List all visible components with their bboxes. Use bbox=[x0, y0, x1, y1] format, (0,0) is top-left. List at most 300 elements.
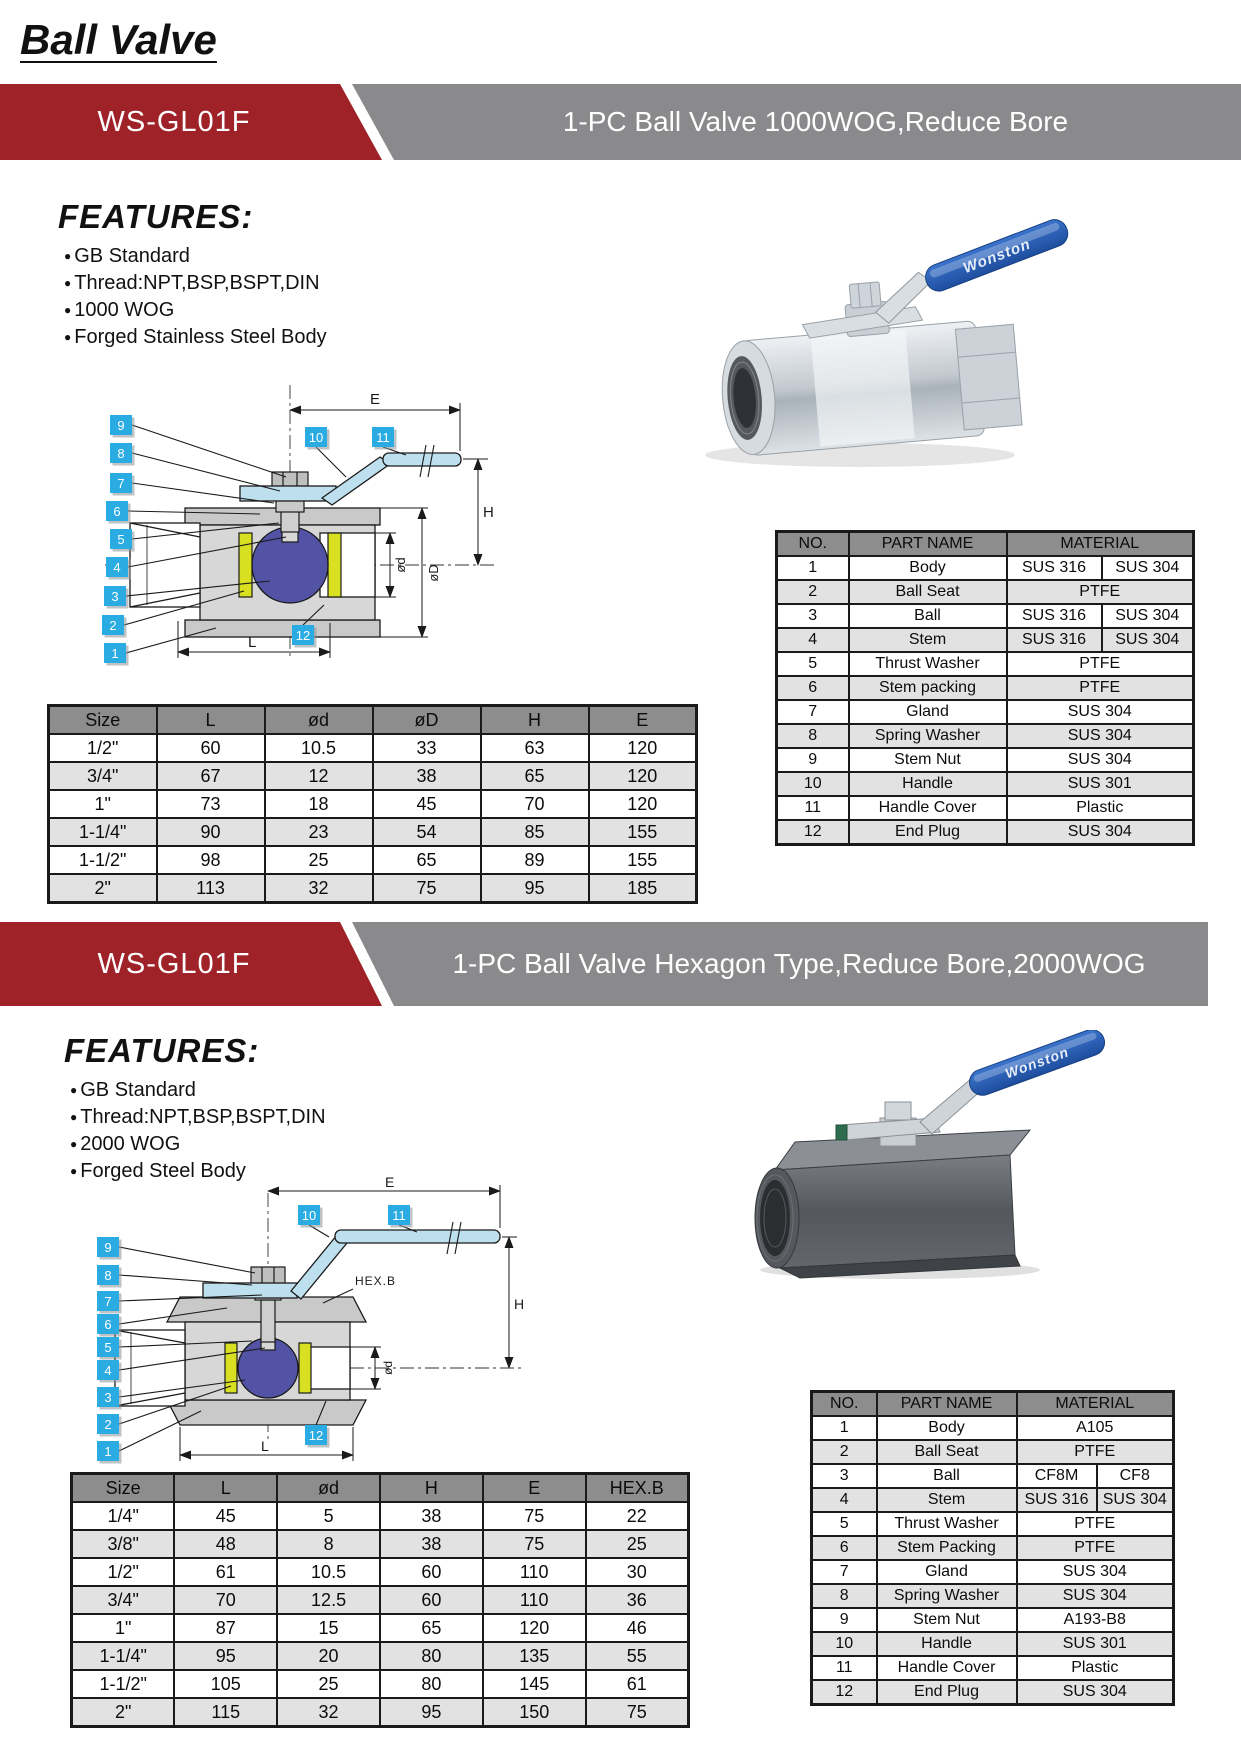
col-header-od: ød bbox=[277, 1474, 380, 1503]
col-header-E: E bbox=[483, 1474, 586, 1503]
svg-text:6: 6 bbox=[113, 504, 121, 519]
table-cell: Plastic bbox=[1007, 796, 1194, 820]
table-cell: 12.5 bbox=[277, 1586, 380, 1614]
table-cell: 45 bbox=[373, 790, 481, 818]
table-row bbox=[812, 1608, 1174, 1632]
table-cell: 12 bbox=[777, 820, 849, 845]
table-cell: 95 bbox=[481, 874, 589, 903]
feature-item: ● Thread:NPT,BSP,BSPT,DIN bbox=[70, 1104, 326, 1131]
table-cell: 90 bbox=[157, 818, 265, 846]
table-cell: PTFE bbox=[1017, 1440, 1174, 1464]
table-row bbox=[777, 652, 1194, 676]
handle-drawing bbox=[203, 1222, 500, 1299]
svg-text:2: 2 bbox=[104, 1417, 112, 1432]
section2-features bbox=[64, 1032, 326, 1185]
table-cell: 45 bbox=[174, 1502, 277, 1530]
svg-text:5: 5 bbox=[117, 532, 125, 547]
table-cell: 4 bbox=[777, 628, 849, 652]
callout-7 bbox=[110, 473, 135, 496]
callout-12 bbox=[305, 1425, 330, 1448]
table-cell: 25 bbox=[265, 846, 373, 874]
table-cell: 11 bbox=[777, 796, 849, 820]
table-cell: 7 bbox=[777, 700, 849, 724]
dim-label-od: ød bbox=[393, 557, 408, 573]
table-cell: 23 bbox=[265, 818, 373, 846]
svg-text:8: 8 bbox=[104, 1268, 112, 1283]
table-cell: 55 bbox=[586, 1642, 689, 1670]
dimensions-table-1 bbox=[47, 704, 698, 904]
svg-text:9: 9 bbox=[117, 418, 125, 433]
table-cell: PTFE bbox=[1017, 1512, 1174, 1536]
table-cell: 115 bbox=[174, 1698, 277, 1727]
svg-text:10: 10 bbox=[301, 1208, 317, 1223]
callout-2 bbox=[97, 1414, 122, 1437]
table-cell: 11 bbox=[812, 1656, 877, 1680]
section2-banner bbox=[0, 922, 1241, 1006]
col-header-material: MATERIAL bbox=[1017, 1392, 1174, 1417]
section2-model-code: WS-GL01F bbox=[97, 947, 251, 980]
dim-label-H: H bbox=[483, 504, 494, 521]
table-row bbox=[777, 724, 1194, 748]
svg-text:7: 7 bbox=[104, 1294, 112, 1309]
table-cell: Thrust Washer bbox=[849, 652, 1007, 676]
callout-1 bbox=[97, 1441, 122, 1464]
callout-1 bbox=[104, 643, 129, 666]
table-cell: 22 bbox=[586, 1502, 689, 1530]
svg-text:11: 11 bbox=[392, 1208, 406, 1223]
table-cell: 30 bbox=[586, 1558, 689, 1586]
section1-banner bbox=[0, 84, 1241, 160]
table-cell: 8 bbox=[777, 724, 849, 748]
table-row bbox=[777, 700, 1194, 724]
parts-table-2 bbox=[810, 1390, 1175, 1706]
table-cell: Stem bbox=[877, 1488, 1017, 1512]
table-cell: 75 bbox=[483, 1502, 586, 1530]
feature-item: ● 2000 WOG bbox=[70, 1131, 326, 1158]
table-cell: 87 bbox=[174, 1614, 277, 1642]
table-cell: 18 bbox=[265, 790, 373, 818]
technical-diagram-1 bbox=[90, 355, 510, 670]
svg-text:1: 1 bbox=[111, 646, 119, 661]
table-cell: 15 bbox=[277, 1614, 380, 1642]
table-cell: Handle bbox=[877, 1632, 1017, 1656]
table-row bbox=[812, 1536, 1174, 1560]
table-row bbox=[812, 1440, 1174, 1464]
table-cell: PTFE bbox=[1007, 652, 1194, 676]
feature-item: ● Thread:NPT,BSP,BSPT,DIN bbox=[64, 270, 327, 297]
svg-text:3: 3 bbox=[104, 1390, 112, 1405]
col-header-size: Size bbox=[72, 1474, 175, 1503]
table-cell: 2" bbox=[72, 1698, 175, 1727]
svg-text:6: 6 bbox=[104, 1317, 112, 1332]
table-row bbox=[777, 820, 1194, 845]
table-cell: 75 bbox=[483, 1530, 586, 1558]
table-cell: 65 bbox=[373, 846, 481, 874]
table-row bbox=[777, 772, 1194, 796]
table-cell: 1" bbox=[49, 790, 157, 818]
table-cell: 120 bbox=[589, 762, 697, 790]
callout-11 bbox=[372, 427, 397, 450]
table-cell: 3 bbox=[777, 604, 849, 628]
table-cell: 36 bbox=[586, 1586, 689, 1614]
table-header-row bbox=[49, 706, 697, 735]
table-cell: 38 bbox=[373, 762, 481, 790]
table-cell: SUS 304 bbox=[1097, 1488, 1174, 1512]
table-row bbox=[812, 1512, 1174, 1536]
dimensions-table-2 bbox=[70, 1472, 690, 1728]
table-cell: 1" bbox=[72, 1614, 175, 1642]
section1-product-title: 1-PC Ball Valve 1000WOG,Reduce Bore bbox=[562, 106, 1069, 137]
callout-6 bbox=[106, 501, 131, 524]
table-cell: 63 bbox=[481, 734, 589, 762]
table-row bbox=[777, 676, 1194, 700]
col-header-hexb: HEX.B bbox=[586, 1474, 689, 1503]
table-cell: 85 bbox=[481, 818, 589, 846]
table-cell: 95 bbox=[174, 1642, 277, 1670]
brand-label: Wonston bbox=[960, 235, 1034, 277]
table-cell: SUS 316 bbox=[1007, 604, 1102, 628]
table-cell: Ball Seat bbox=[877, 1440, 1017, 1464]
callout-2 bbox=[102, 615, 127, 638]
table-cell: Body bbox=[849, 556, 1007, 580]
table-cell: 3/4" bbox=[49, 762, 157, 790]
table-cell: SUS 304 bbox=[1102, 556, 1194, 580]
svg-text:4: 4 bbox=[113, 560, 121, 575]
callout-11 bbox=[388, 1205, 413, 1228]
col-header-part-name: PART NAME bbox=[877, 1392, 1017, 1417]
table-cell: Gland bbox=[849, 700, 1007, 724]
table-cell: 120 bbox=[589, 734, 697, 762]
table-cell: Spring Washer bbox=[877, 1584, 1017, 1608]
table-row bbox=[777, 748, 1194, 772]
table-cell: Stem Nut bbox=[877, 1608, 1017, 1632]
table-cell: 5 bbox=[277, 1502, 380, 1530]
table-cell: Handle Cover bbox=[849, 796, 1007, 820]
table-row bbox=[812, 1632, 1174, 1656]
dim-label-hexb: HEX.B bbox=[355, 1274, 397, 1288]
features-heading: FEATURES: bbox=[58, 198, 254, 235]
table-cell: 1-1/4" bbox=[49, 818, 157, 846]
table-cell: 1 bbox=[777, 556, 849, 580]
table-cell: 12 bbox=[812, 1680, 877, 1705]
col-header-oD: øD bbox=[373, 706, 481, 735]
table-row bbox=[72, 1698, 689, 1727]
table-cell: 80 bbox=[380, 1642, 483, 1670]
callout-8 bbox=[110, 443, 135, 466]
table-row bbox=[812, 1560, 1174, 1584]
table-cell: SUS 304 bbox=[1007, 748, 1194, 772]
table-cell: 46 bbox=[586, 1614, 689, 1642]
table-cell: 3 bbox=[812, 1464, 877, 1488]
svg-text:12: 12 bbox=[295, 628, 311, 643]
table-cell: SUS 304 bbox=[1102, 604, 1194, 628]
table-cell: 113 bbox=[157, 874, 265, 903]
table-header-row bbox=[72, 1474, 689, 1503]
table-cell: 67 bbox=[157, 762, 265, 790]
callout-7 bbox=[97, 1291, 122, 1314]
table-cell: 2 bbox=[777, 580, 849, 604]
table-cell: Ball bbox=[877, 1464, 1017, 1488]
table-cell: 5 bbox=[812, 1512, 877, 1536]
table-cell: Ball Seat bbox=[849, 580, 1007, 604]
table-cell: 38 bbox=[380, 1530, 483, 1558]
table-cell: 32 bbox=[277, 1698, 380, 1727]
table-row bbox=[72, 1670, 689, 1698]
table-cell: 2" bbox=[49, 874, 157, 903]
features-list bbox=[64, 1077, 326, 1185]
table-cell: A193-B8 bbox=[1017, 1608, 1174, 1632]
table-row bbox=[812, 1680, 1174, 1705]
table-cell: SUS 304 bbox=[1007, 724, 1194, 748]
table-cell: 8 bbox=[812, 1584, 877, 1608]
col-header-od: ød bbox=[265, 706, 373, 735]
callout-9 bbox=[97, 1237, 122, 1260]
table-cell: SUS 316 bbox=[1007, 628, 1102, 652]
table-cell: 54 bbox=[373, 818, 481, 846]
table-cell: 6 bbox=[812, 1536, 877, 1560]
table-cell: PTFE bbox=[1017, 1536, 1174, 1560]
table-cell: Body bbox=[877, 1416, 1017, 1440]
table-cell: Stem Packing bbox=[877, 1536, 1017, 1560]
table-cell: 2 bbox=[812, 1440, 877, 1464]
table-cell: CF8M bbox=[1017, 1464, 1097, 1488]
section1-features bbox=[58, 198, 327, 351]
table-cell: 10 bbox=[777, 772, 849, 796]
table-cell: 4 bbox=[812, 1488, 877, 1512]
table-cell: Handle bbox=[849, 772, 1007, 796]
table-cell: 5 bbox=[777, 652, 849, 676]
svg-text:10: 10 bbox=[308, 430, 324, 445]
feature-item: ● GB Standard bbox=[70, 1077, 326, 1104]
callout-10 bbox=[298, 1205, 323, 1228]
table-cell: SUS 301 bbox=[1007, 772, 1194, 796]
table-cell: CF8 bbox=[1097, 1464, 1174, 1488]
section2-product-title: 1-PC Ball Valve Hexagon Type,Reduce Bore,2000WOG bbox=[452, 948, 1146, 979]
table-row bbox=[777, 628, 1194, 652]
table-cell: 65 bbox=[481, 762, 589, 790]
table-cell: SUS 304 bbox=[1017, 1680, 1174, 1705]
features-list bbox=[58, 243, 327, 351]
table-cell: SUS 304 bbox=[1102, 628, 1194, 652]
svg-text:4: 4 bbox=[104, 1363, 112, 1378]
table-row bbox=[72, 1558, 689, 1586]
table-cell: SUS 304 bbox=[1017, 1584, 1174, 1608]
table-row bbox=[777, 556, 1194, 580]
table-cell: 1-1/2" bbox=[49, 846, 157, 874]
table-cell: 9 bbox=[777, 748, 849, 772]
table-cell: 33 bbox=[373, 734, 481, 762]
features-heading: FEATURES: bbox=[64, 1032, 260, 1069]
handle-grip bbox=[966, 1030, 1108, 1099]
col-header-H: H bbox=[380, 1474, 483, 1503]
callout-8 bbox=[97, 1265, 122, 1288]
table-cell: PTFE bbox=[1007, 580, 1194, 604]
brand-label: Wonston bbox=[1002, 1043, 1072, 1082]
table-cell: Gland bbox=[877, 1560, 1017, 1584]
table-cell: 89 bbox=[481, 846, 589, 874]
table-cell: 25 bbox=[586, 1530, 689, 1558]
table-cell: 155 bbox=[589, 818, 697, 846]
dim-label-H: H bbox=[514, 1296, 525, 1312]
dim-label-oD: øD bbox=[426, 564, 441, 582]
svg-text:1: 1 bbox=[104, 1444, 112, 1459]
dim-label-L: L bbox=[261, 1438, 269, 1454]
table-cell: 32 bbox=[265, 874, 373, 903]
callout-6 bbox=[97, 1314, 122, 1337]
table-cell: 70 bbox=[481, 790, 589, 818]
table-row bbox=[49, 734, 697, 762]
callout-4 bbox=[97, 1360, 122, 1383]
table-cell: SUS 316 bbox=[1017, 1488, 1097, 1512]
dim-label-L: L bbox=[248, 634, 257, 651]
callout-5 bbox=[97, 1337, 122, 1360]
table-cell: 80 bbox=[380, 1670, 483, 1698]
table-row bbox=[49, 762, 697, 790]
table-cell: A105 bbox=[1017, 1416, 1174, 1440]
table-cell: SUS 316 bbox=[1007, 556, 1102, 580]
col-header-H: H bbox=[481, 706, 589, 735]
table-row bbox=[812, 1488, 1174, 1512]
table-row bbox=[49, 818, 697, 846]
table-row bbox=[777, 580, 1194, 604]
table-cell: 1/2" bbox=[49, 734, 157, 762]
table-row bbox=[812, 1416, 1174, 1440]
svg-text:3: 3 bbox=[111, 589, 119, 604]
callout-10 bbox=[305, 427, 330, 450]
col-header-L: L bbox=[174, 1474, 277, 1503]
table-cell: 70 bbox=[174, 1586, 277, 1614]
table-cell: 20 bbox=[277, 1642, 380, 1670]
table-cell: 105 bbox=[174, 1670, 277, 1698]
table-cell: 95 bbox=[380, 1698, 483, 1727]
callout-12 bbox=[292, 625, 317, 648]
table-cell: 10.5 bbox=[277, 1558, 380, 1586]
table-cell: 135 bbox=[483, 1642, 586, 1670]
product-photo-2 bbox=[720, 1030, 1120, 1280]
table-cell: Ball bbox=[849, 604, 1007, 628]
callout-3 bbox=[104, 586, 129, 609]
table-cell: PTFE bbox=[1007, 676, 1194, 700]
table-cell: 3/4" bbox=[72, 1586, 175, 1614]
table-cell: 185 bbox=[589, 874, 697, 903]
table-cell: End Plug bbox=[849, 820, 1007, 845]
table-cell: 9 bbox=[812, 1608, 877, 1632]
section1-model-code: WS-GL01F bbox=[97, 105, 251, 138]
table-header-row bbox=[777, 532, 1194, 557]
svg-text:5: 5 bbox=[104, 1340, 112, 1355]
table-cell: 73 bbox=[157, 790, 265, 818]
table-row bbox=[812, 1464, 1174, 1488]
col-header-part-name: PART NAME bbox=[849, 532, 1007, 557]
table-row bbox=[72, 1530, 689, 1558]
col-header-E: E bbox=[589, 706, 697, 735]
table-row bbox=[49, 846, 697, 874]
table-cell: 10.5 bbox=[265, 734, 373, 762]
table-cell: 155 bbox=[589, 846, 697, 874]
table-cell: 38 bbox=[380, 1502, 483, 1530]
table-cell: 60 bbox=[380, 1586, 483, 1614]
technical-diagram-2 bbox=[85, 1175, 645, 1465]
dim-label-od: ød bbox=[381, 1360, 395, 1376]
table-cell: 98 bbox=[157, 846, 265, 874]
svg-text:11: 11 bbox=[376, 430, 390, 445]
table-row bbox=[777, 796, 1194, 820]
table-cell: 7 bbox=[812, 1560, 877, 1584]
svg-text:2: 2 bbox=[109, 618, 117, 633]
col-header-material: MATERIAL bbox=[1007, 532, 1194, 557]
table-cell: 1-1/2" bbox=[72, 1670, 175, 1698]
product-photo-1 bbox=[660, 215, 1080, 475]
table-cell: 1 bbox=[812, 1416, 877, 1440]
table-cell: 110 bbox=[483, 1558, 586, 1586]
table-cell: 3/8" bbox=[72, 1530, 175, 1558]
valve-photo-body bbox=[713, 265, 1023, 458]
callout-3 bbox=[97, 1387, 122, 1410]
table-cell: Plastic bbox=[1017, 1656, 1174, 1680]
feature-item: ● 1000 WOG bbox=[64, 297, 327, 324]
table-cell: Spring Washer bbox=[849, 724, 1007, 748]
table-cell: 75 bbox=[373, 874, 481, 903]
col-header-no: NO. bbox=[777, 532, 849, 557]
table-cell: 60 bbox=[157, 734, 265, 762]
table-row bbox=[49, 874, 697, 903]
table-cell: 150 bbox=[483, 1698, 586, 1727]
table-header-row bbox=[812, 1392, 1174, 1417]
table-cell: SUS 304 bbox=[1007, 820, 1194, 845]
table-row bbox=[777, 604, 1194, 628]
table-cell: 120 bbox=[589, 790, 697, 818]
table-row bbox=[72, 1502, 689, 1530]
table-cell: Stem packing bbox=[849, 676, 1007, 700]
dim-label-E: E bbox=[370, 391, 381, 408]
table-cell: 75 bbox=[586, 1698, 689, 1727]
table-row bbox=[72, 1642, 689, 1670]
page-title: Ball Valve bbox=[20, 16, 217, 63]
table-cell: 110 bbox=[483, 1586, 586, 1614]
table-row bbox=[812, 1656, 1174, 1680]
parts-table-1 bbox=[775, 530, 1195, 846]
table-cell: End Plug bbox=[877, 1680, 1017, 1705]
svg-text:7: 7 bbox=[117, 476, 125, 491]
table-cell: 61 bbox=[174, 1558, 277, 1586]
table-cell: 8 bbox=[277, 1530, 380, 1558]
table-cell: 1/4" bbox=[72, 1502, 175, 1530]
table-cell: 6 bbox=[777, 676, 849, 700]
table-cell: SUS 304 bbox=[1007, 700, 1194, 724]
feature-item: ● GB Standard bbox=[64, 243, 327, 270]
table-cell: Stem Nut bbox=[849, 748, 1007, 772]
callout-4 bbox=[106, 557, 131, 580]
col-header-size: Size bbox=[49, 706, 157, 735]
svg-text:8: 8 bbox=[117, 446, 125, 461]
handle-grip bbox=[922, 216, 1072, 295]
table-row bbox=[49, 790, 697, 818]
table-cell: 1/2" bbox=[72, 1558, 175, 1586]
svg-text:12: 12 bbox=[308, 1428, 324, 1443]
table-cell: 120 bbox=[483, 1614, 586, 1642]
dim-label-E: E bbox=[385, 1175, 395, 1190]
svg-text:9: 9 bbox=[104, 1240, 112, 1255]
table-cell: SUS 301 bbox=[1017, 1632, 1174, 1656]
valve-photo-body bbox=[755, 1078, 1030, 1278]
table-row bbox=[72, 1614, 689, 1642]
table-cell: 145 bbox=[483, 1670, 586, 1698]
table-cell: Thrust Washer bbox=[877, 1512, 1017, 1536]
feature-item: ● Forged Stainless Steel Body bbox=[64, 324, 327, 351]
callout-9 bbox=[110, 415, 135, 438]
callout-5 bbox=[110, 529, 135, 552]
table-cell: 48 bbox=[174, 1530, 277, 1558]
